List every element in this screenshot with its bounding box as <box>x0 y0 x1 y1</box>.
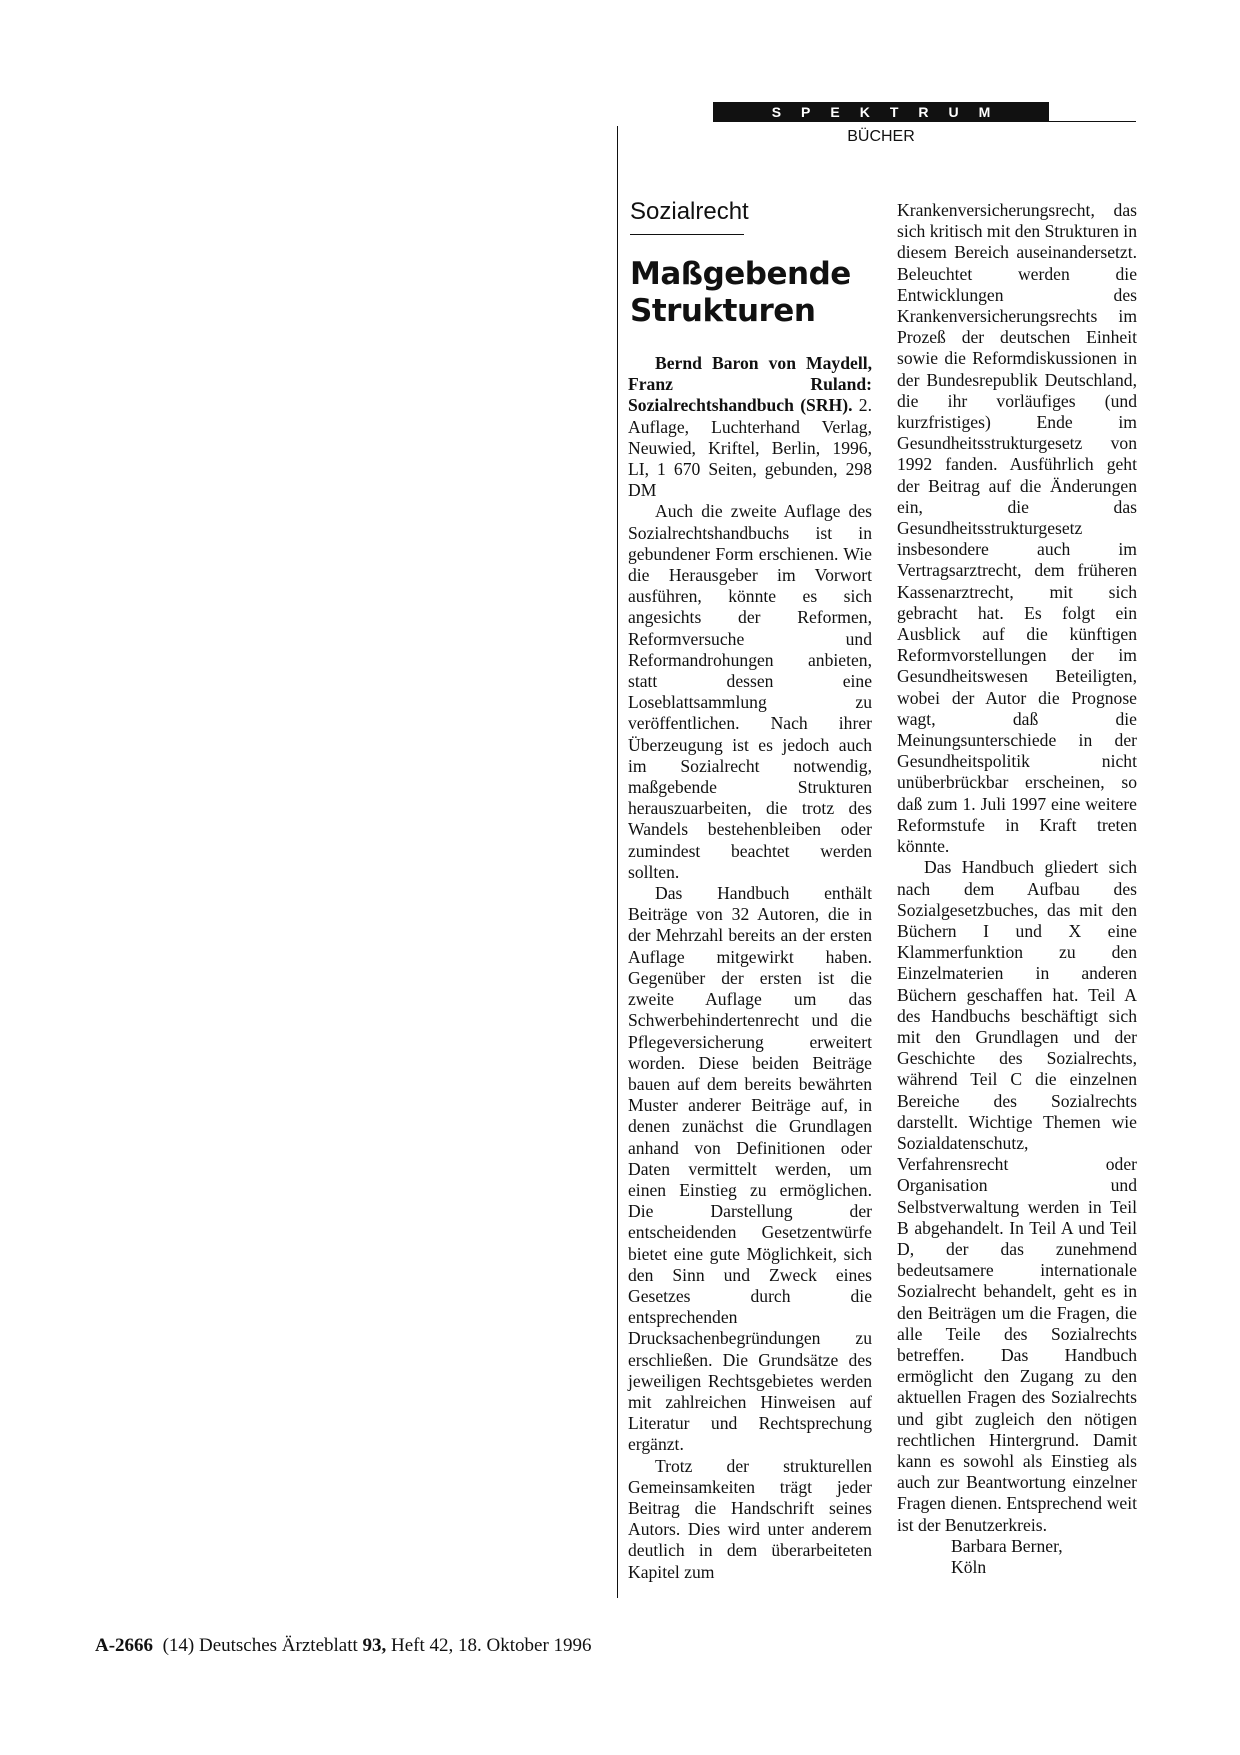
paragraph: Auch die zweite Auflage des Sozialrechtshandbuchs ist in gebundener Form erschienen. Wie die Herausgeber im Vorwort ausführen, könnte es sich angesichts der Reformen, Reformversuche und Reformandrohungen anbieten, statt dessen eine Loseblattsammlung zu veröffentlichen. Nach ihrer Überzeugung ist es jedoch auch im Sozialrecht notwendig, maßgebende Strukturen herauszuarbeiten, die trotz des Wandels bestehenbleiben oder zumindest beachtet werden sollten. <box>628 501 872 882</box>
page-code: A-2666 <box>95 1635 154 1656</box>
volume-number: 93, <box>362 1635 387 1656</box>
author-name: Barbara Berner, <box>951 1535 1063 1556</box>
section-label: BÜCHER <box>847 128 915 145</box>
article-kicker: Sozialrecht <box>630 198 749 225</box>
article-headline <box>630 256 880 330</box>
section-band: SPEKTRUM <box>713 102 1049 122</box>
paragraph: Das Handbuch gliedert sich nach dem Aufbau des Sozialgesetzbuches, das mit den Büchern I und X eine Klammerfunktion zu den Einzelmaterien in anderen Büchern geschaffen hat. Teil A des Handbuchs beschäftigt sich mit den Grundlagen und der Geschichte des Sozialrechts, während Teil C die einzelnen Bereiche des Sozialrechts darstellt. Wichtige Themen wie Sozialdatenschutz, Verfahrensrecht oder Organisation und Selbstverwaltung werden in Teil B abgehandelt. In Teil A und Teil D, der das zunehmend bedeutsamere internationale Sozialrecht behandelt, geht es in den Beiträgen um die Fragen, die alle Teile des Sozialrechts betreffen. Das Handbuch ermöglicht den Zugang zu den aktuellen Fragen des Sozialrechts und gibt zugleich den nötigen rechtlichen Hintergrund. Damit kann es sowohl als Einstieg als auch zur Beantwortung einzelner Fragen dienen. Entsprechend weit ist der Benutzerkreis. <box>897 857 1137 1535</box>
bibliography-authors-title: Bernd Baron von Maydell, Franz Ruland: Sozialrechtshandbuch (SRH). <box>628 353 872 416</box>
author-city: Köln <box>951 1557 987 1577</box>
column-rule <box>617 126 618 1598</box>
issue-date: Heft 42, 18. Oktober 1996 <box>386 1635 592 1656</box>
journal-name: (14) Deutsches Ärzteblatt <box>162 1635 363 1656</box>
paragraph: Trotz der strukturellen Gemeinsamkeiten trägt jeder Beitrag die Handschrift seines Autors. Dies wird unter anderem deutlich in dem überarbeiteten Kapitel zum <box>628 1455 872 1582</box>
header-rule <box>1049 121 1136 122</box>
bibliography <box>628 353 872 501</box>
bibliography-details: 2. Auflage, Luchterhand Verlag, Neuwied, Kriftel, Berlin, 1996, LI, 1 670 Seiten, gebunden, 298 DM <box>628 395 872 501</box>
page-footer <box>95 1635 592 1657</box>
headline-line-1: Maßgebende <box>630 256 851 292</box>
kicker-underline <box>630 234 744 235</box>
paragraph: Das Handbuch enthält Beiträge von 32 Autoren, die in der Mehrzahl bereits an der ersten Auflage mitgewirkt haben. Gegenüber der ersten ist die zweite Auflage um das Schwerbehindertenrecht und die Pflegeversicherung erweitert worden. Diese beiden Beiträge bauen auf dem bereits bewährten Muster anderer Beiträge auf, in denen zunächst die Grundlagen anhand von Definitionen oder Daten vermittelt werden, um einen Einstieg zu ermöglichen. Die Darstellung der entscheidenden Gesetzentwürfe bietet eine gute Möglichkeit, sich den Sinn und Zweck eines Gesetzes durch die entsprechenden Drucksachenbegründungen zu erschließen. Die Grundsätze des jeweiligen Rechtsgebietes werden mit zahlreichen Hinweisen auf Literatur und Rechtsprechung ergänzt. <box>628 883 872 1455</box>
paragraph: Krankenversicherungsrecht, das sich kritisch mit den Strukturen in diesem Bereich auseinandersetzt. Beleuchtet werden die Entwicklungen des Krankenversicherungsrechts im Prozeß der deutschen Einheit sowie die Reformdiskussionen in der Bundesrepublik Deutschland, die ihr vorläufiges (und kurzfristiges) Ende im Gesundheitsstrukturgesetz von 1992 fanden. Ausführlich geht der Beitrag auf die Änderungen ein, die das Gesundheitsstrukturgesetz insbesondere auch im Vertragsarztrecht, dem früheren Kassenarztrecht, mit sich gebracht hat. Es folgt ein Ausblick auf die künftigen Reformvorstellungen der im Gesundheitswesen Beteiligten, wobei der Autor die Prognose wagt, daß die Meinungsunterschiede in der Gesundheitspolitik nicht unüberbrückbar erscheinen, so daß zum 1. Juli 1997 eine weitere Reformstufe in Kraft treten könnte. <box>897 200 1137 857</box>
article-column-2 <box>897 200 1137 1578</box>
article-column-1 <box>628 353 872 1583</box>
headline-line-2: Strukturen <box>630 293 816 329</box>
